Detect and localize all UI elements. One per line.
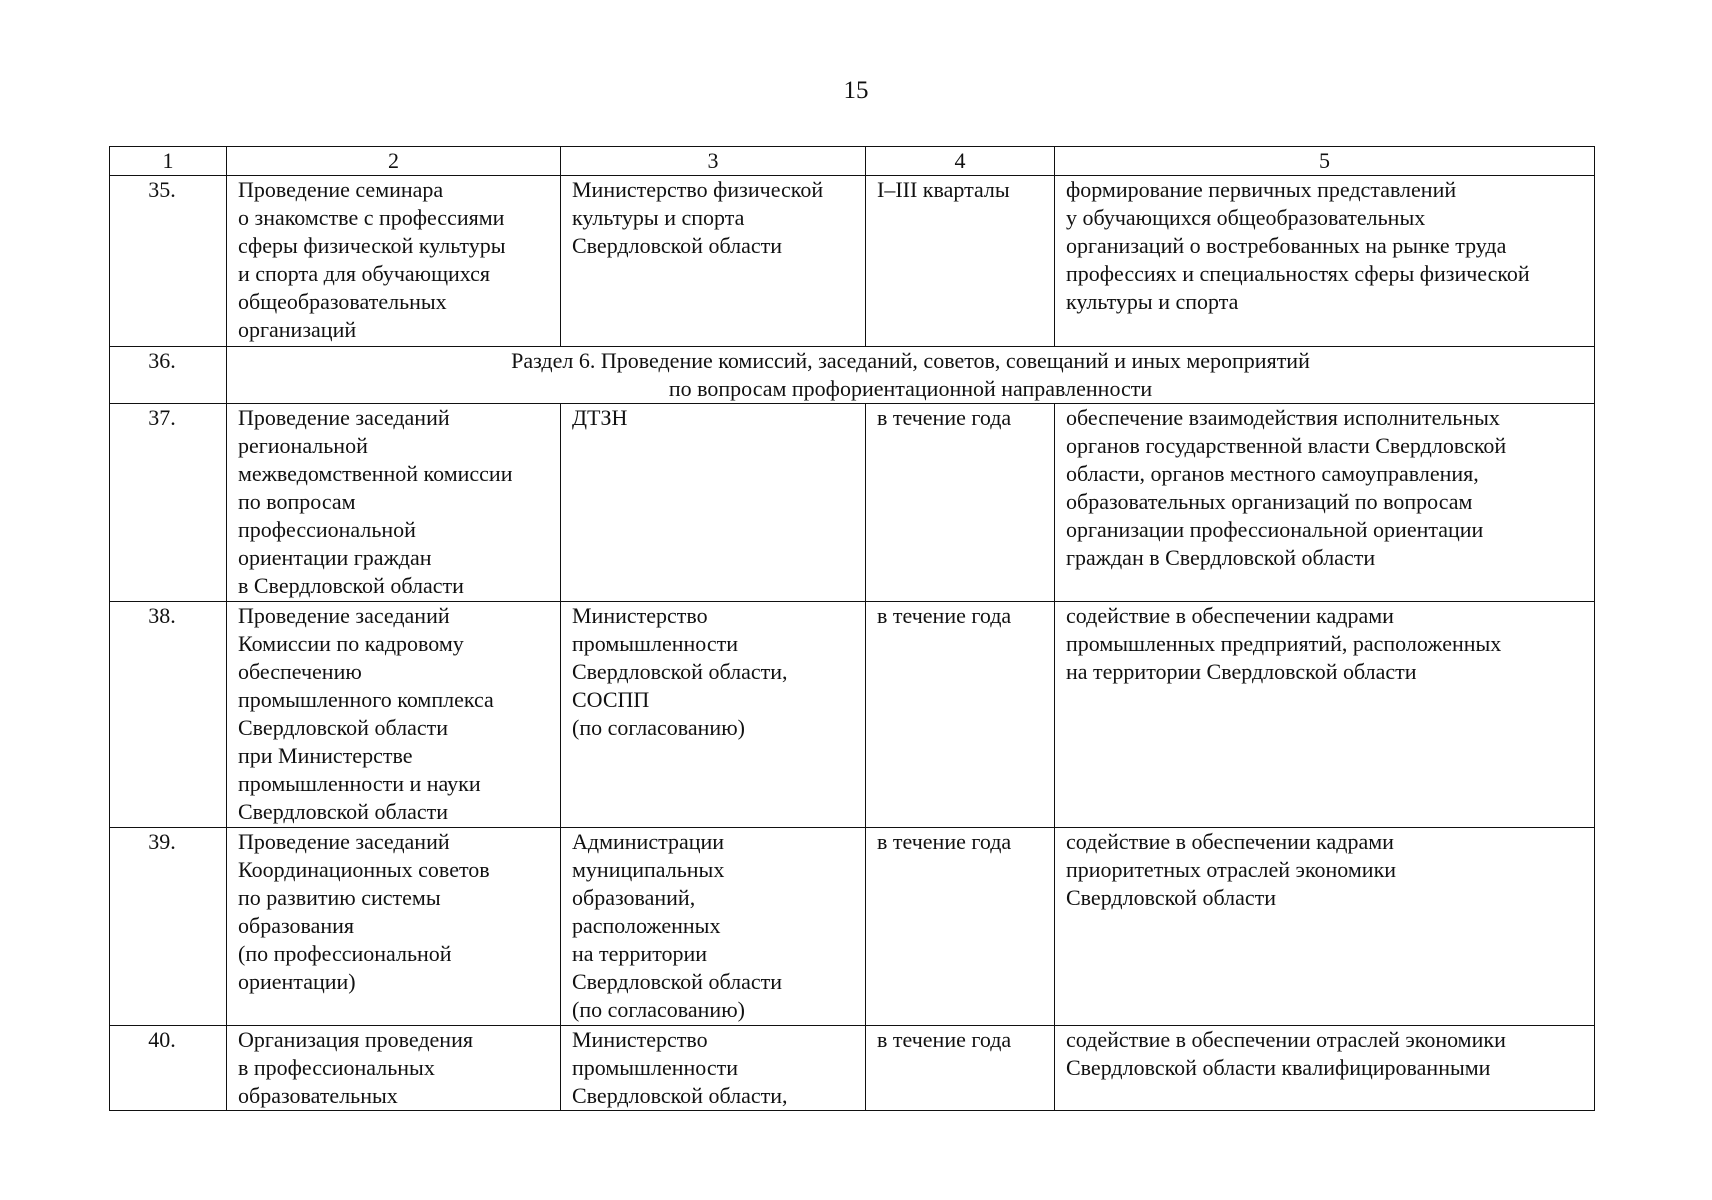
event-cell: Проведение заседаний Координационных советов по развитию системы образования (по профессиональной ориентации) bbox=[227, 828, 561, 1026]
column-header-number: 1 bbox=[110, 147, 227, 176]
row-number: 37. bbox=[110, 404, 227, 602]
responsible-cell: Министерство промышленности Свердловской области, bbox=[561, 1026, 866, 1111]
responsible-cell: ДТЗН bbox=[561, 404, 866, 602]
table-row bbox=[110, 602, 1595, 828]
section-title: Раздел 6. Проведение комиссий, заседаний, советов, совещаний и иных мероприятий по вопросам профориентационной направленности bbox=[227, 347, 1595, 404]
period-cell: в течение года bbox=[866, 602, 1055, 828]
result-cell: формирование первичных представлений у обучающихся общеобразовательных организаций о востребованных на рынке труда профессиях и специальностях сферы физической культуры и спорта bbox=[1055, 176, 1595, 347]
row-number: 36. bbox=[110, 347, 227, 404]
table-row bbox=[110, 1026, 1595, 1111]
responsible-cell: Министерство промышленности Свердловской области, СОСПП (по согласованию) bbox=[561, 602, 866, 828]
result-cell: содействие в обеспечении кадрами промышленных предприятий, расположенных на территории Свердловской области bbox=[1055, 602, 1595, 828]
event-cell: Проведение заседаний региональной межведомственной комиссии по вопросам профессиональной ориентации граждан в Свердловской области bbox=[227, 404, 561, 602]
row-number: 38. bbox=[110, 602, 227, 828]
result-cell: обеспечение взаимодействия исполнительных органов государственной власти Свердловской области, органов местного самоуправления, образовательных организаций по вопросам организации профессиональной ориентации граждан в Свердловской области bbox=[1055, 404, 1595, 602]
column-header-responsible: 3 bbox=[561, 147, 866, 176]
column-header-result: 5 bbox=[1055, 147, 1595, 176]
period-cell: I–III кварталы bbox=[866, 176, 1055, 347]
period-cell: в течение года bbox=[866, 404, 1055, 602]
section-row bbox=[110, 347, 1595, 404]
activity-plan-table bbox=[109, 146, 1595, 1111]
table-row bbox=[110, 404, 1595, 602]
row-number: 40. bbox=[110, 1026, 227, 1111]
table-row bbox=[110, 828, 1595, 1026]
table-header-row bbox=[110, 147, 1595, 176]
column-header-period: 4 bbox=[866, 147, 1055, 176]
period-cell: в течение года bbox=[866, 828, 1055, 1026]
event-cell: Проведение заседаний Комиссии по кадровому обеспечению промышленного комплекса Свердловской области при Министерстве промышленности и науки Свердловской области bbox=[227, 602, 561, 828]
event-cell: Организация проведения в профессиональных образовательных bbox=[227, 1026, 561, 1111]
table-row bbox=[110, 176, 1595, 347]
event-cell: Проведение семинара о знакомстве с профессиями сферы физической культуры и спорта для обучающихся общеобразовательных организаций bbox=[227, 176, 561, 347]
result-cell: содействие в обеспечении кадрами приоритетных отраслей экономики Свердловской области bbox=[1055, 828, 1595, 1026]
responsible-cell: Администрации муниципальных образований, расположенных на территории Свердловской области (по согласованию) bbox=[561, 828, 866, 1026]
responsible-cell: Министерство физической культуры и спорта Свердловской области bbox=[561, 176, 866, 347]
result-cell: содействие в обеспечении отраслей экономики Свердловской области квалифицированными bbox=[1055, 1026, 1595, 1111]
period-cell: в течение года bbox=[866, 1026, 1055, 1111]
row-number: 39. bbox=[110, 828, 227, 1026]
page-number: 15 bbox=[843, 77, 869, 104]
row-number: 35. bbox=[110, 176, 227, 347]
column-header-event: 2 bbox=[227, 147, 561, 176]
